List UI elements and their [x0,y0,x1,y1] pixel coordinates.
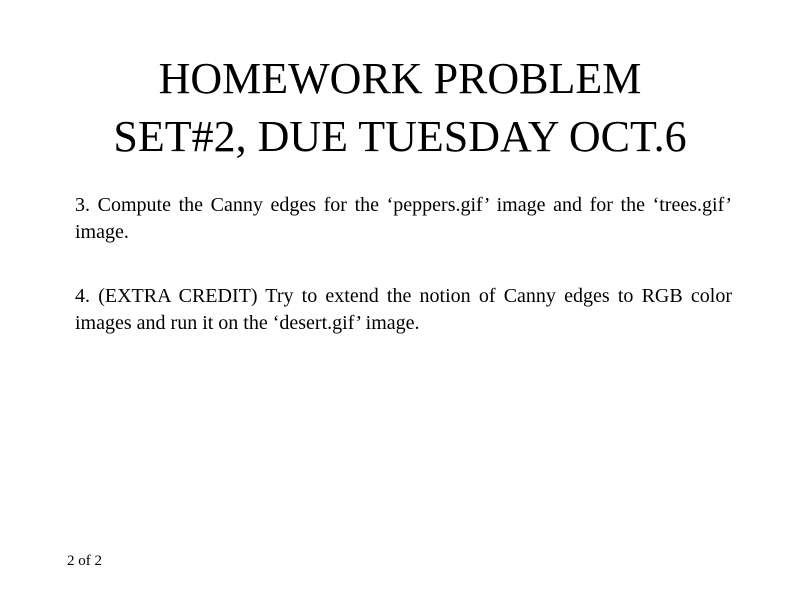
problem-3-text: 3. Compute the Canny edges for the ‘peppers.gif’ image and for the ‘trees.gif’ image. [75,194,732,243]
problem-4-text: 4. (EXTRA CREDIT) Try to extend the notion of Canny edges to RGB color images and run it on the ‘desert.gif’ image. [75,285,732,334]
page-title [40,50,760,166]
title-line-1: HOMEWORK PROBLEM [158,54,642,103]
title-line-2: SET#2, DUE TUESDAY OCT.6 [113,112,687,161]
page-number: 2 of 2 [67,553,102,569]
